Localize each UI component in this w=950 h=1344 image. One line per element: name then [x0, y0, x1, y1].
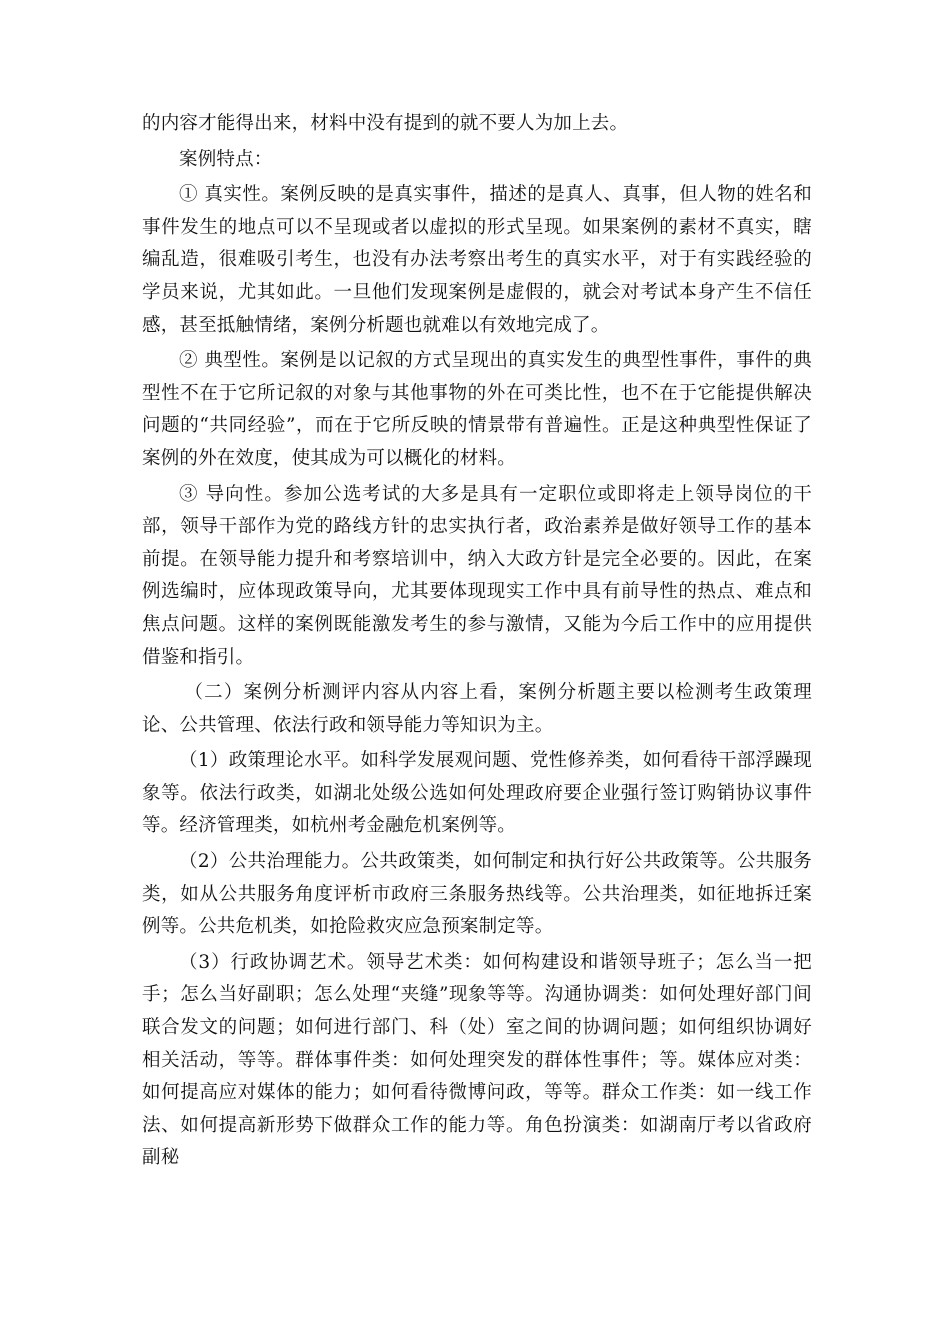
paragraph-administrative-coordination: （3）行政协调艺术。领导艺术类：如何构建设和谐领导班子；怎么当一把手；怎么当好副职；怎么处理“夹缝”现象等等。沟通协调类：如何处理好部门间联合发文的问题；如何进行部门、科（处）室之间的协调问题；如何组织协调好相关活动，等等。群体事件类：如何处理突发的群体性事件；等。媒体应对类：如何提高应对媒体的能力；如何看待微博问政，等等。群众工作类：如一线工作法、如何提高新形势下做群众工作的能力等。角色扮演类：如湖南厅考以省政府副秘 [142, 951, 812, 1169]
case-features-heading: 案例特点： [179, 148, 273, 170]
paragraph-continuation: 的内容才能得出来，材料中没有提到的就不要人为加上去。 [142, 113, 629, 134]
document-page [142, 108, 812, 1178]
paragraph-authenticity: ① 真实性。案例反映的是真实事件，描述的是真人、真事，但人物的姓名和事件发生的地点可以不呈现或者以虚拟的形式呈现。如果案例的素材不真实，瞎编乱造，很难吸引考生，也没有办法考察出考生的真实水平，对于有实践经验的学员来说，尤其如此。一旦他们发现案例是虚假的，就会对考试本身产生不信任感，甚至抵触情绪，案例分析题也就难以有效地完成了。 [142, 184, 812, 336]
section-two-heading: （二）案例分析测评内容从内容上看，案例分析题主要以检测考生政策理论、公共管理、依法行政和领导能力等知识为主。 [142, 682, 812, 736]
paragraph-public-governance: （2）公共治理能力。公共政策类，如何制定和执行好公共政策等。公共服务类，如从公共服务角度评析市政府三条服务热线等。公共治理类，如征地拆迁案例等。公共危机类，如抢险救灾应急预案制定等。 [142, 851, 812, 938]
paragraph-typicality: ② 典型性。案例是以记叙的方式呈现出的真实发生的典型性事件，事件的典型性不在于它所记叙的对象与其他事物的外在可类比性，也不在于它能提供解决问题的“共同经验”，而在于它所反映的情景带有普遍性。正是这种典型性保证了案例的外在效度，使其成为可以概化的材料。 [142, 350, 812, 469]
paragraph-guidance: ③ 导向性。参加公选考试的大多是具有一定职位或即将走上领导岗位的干部，领导干部作为党的路线方针的忠实执行者，政治素养是做好领导工作的基本前提。在领导能力提升和考察培训中，纳入大政方针是完全必要的。因此，在案例选编时，应体现政策导向，尤其要体现现实工作中具有前导性的热点、难点和焦点问题。这样的案例既能激发考生的参与激情，又能为今后工作中的应用提供借鉴和指引。 [142, 483, 812, 668]
paragraph-policy-theory: （1）政策理论水平。如科学发展观问题、党性修养类，如何看待干部浮躁现象等。依法行政类，如湖北处级公选如何处理政府要企业强行签订购销协议事件等。经济管理类，如杭州考金融危机案例等。 [142, 750, 812, 837]
